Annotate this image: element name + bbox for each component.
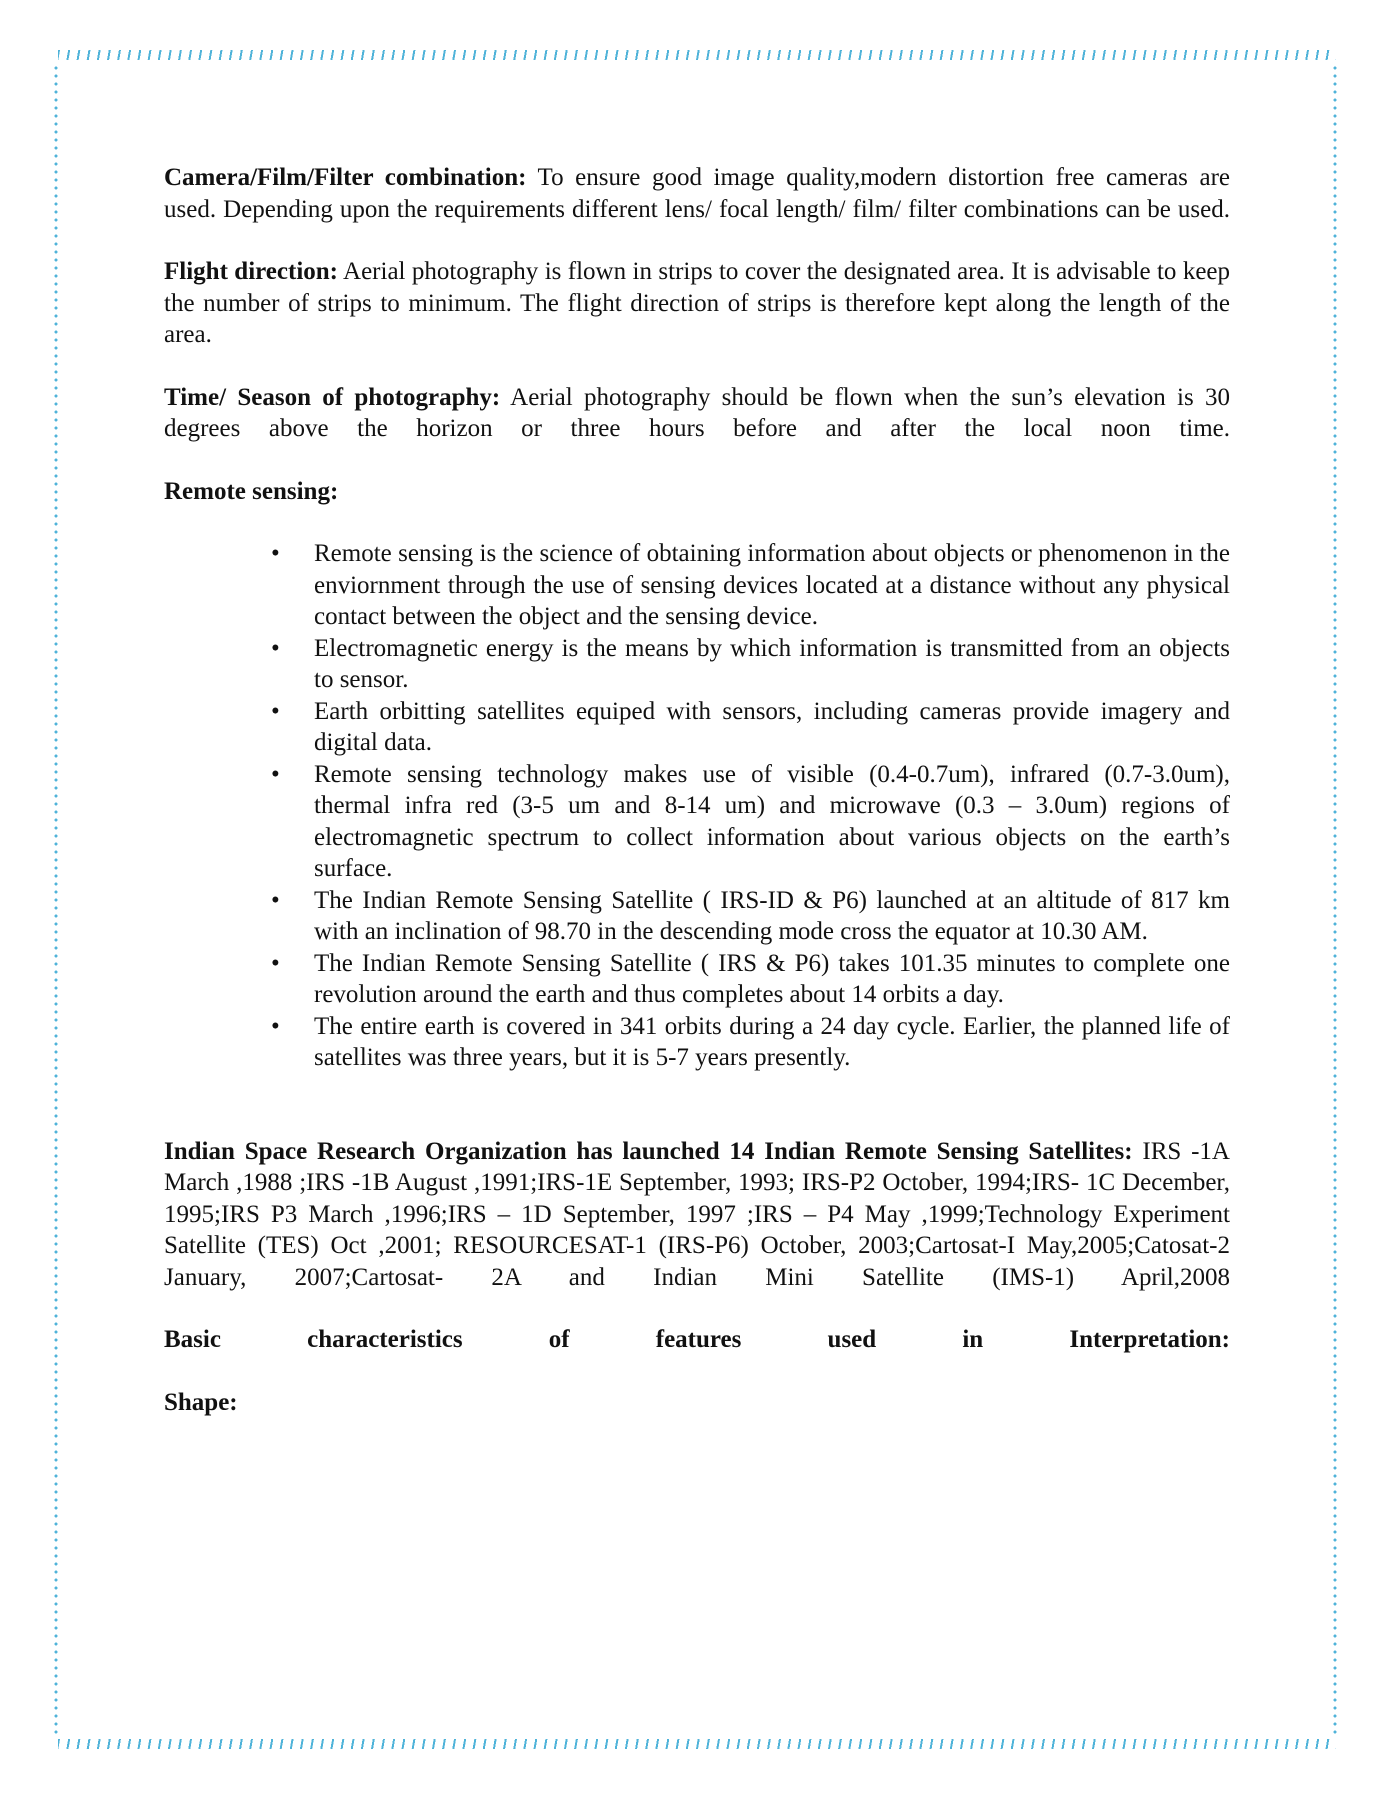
remote-sensing-heading: Remote sensing:: [164, 477, 339, 505]
basic-characteristics-heading: Basic characteristics of features used in Interpretation:: [164, 1326, 1230, 1353]
bullet-icon: •: [271, 760, 280, 788]
remote-sensing-heading-paragraph: [164, 476, 1230, 508]
flight-paragraph: [164, 256, 1230, 351]
bullet-icon: •: [271, 1012, 280, 1040]
isro-heading: Indian Space Research Organization has launched 14 Indian Remote Sensing Satellites:: [164, 1137, 1133, 1165]
remote-sensing-list: [164, 538, 1230, 1074]
flight-heading: Flight direction:: [164, 258, 338, 285]
bullet-icon: •: [271, 886, 280, 914]
time-heading: Time/ Season of photography:: [164, 383, 501, 411]
camera-text: To ensure good image quality,modern distortion free cameras are used. Depending upon the requirements different lens/ focal length/ film/ filter combinations can be used.: [164, 164, 1230, 223]
isro-paragraph: [164, 1136, 1230, 1294]
isro-text: IRS -1A March ,1988 ;IRS -1B August ,1991;IRS-1E September, 1993; IRS-P2 October, 1994;IRS- 1C December, 1995;IRS P3 March ,1996;IRS – 1D September, 1997 ;IRS – P4 May ,1999;Technology Experiment Satellite (TES) Oct ,2001; RESOURCESAT-1 (IRS-P6) October, 2003;Cartosat-I May,2005;Catosat-2 January, 2007;Cartosat- 2A and Indian Mini Satellite (IMS-1) April,2008: [164, 1137, 1230, 1291]
list-item: • The Indian Remote Sensing Satellite ( IRS-ID & P6) launched at an altitude of 817 km with an inclination of 98.70 in the descending mode cross the equator at 10.30 AM.: [271, 886, 1230, 945]
document-body: [164, 162, 1230, 1418]
list-item: • Electromagnetic energy is the means by which information is transmitted from an objects to sensor.: [271, 634, 1230, 693]
list-item: • The Indian Remote Sensing Satellite ( IRS & P6) takes 101.35 minutes to complete one revolution around the earth and thus completes about 14 orbits a day.: [271, 949, 1230, 1008]
shape-heading: Shape:: [164, 1388, 238, 1416]
list-item: • Earth orbitting satellites equiped with sensors, including cameras provide imagery and digital data.: [271, 697, 1230, 756]
shape-paragraph: [164, 1387, 1230, 1419]
list-item: • The entire earth is covered in 341 orbits during a 24 day cycle. Earlier, the planned life of satellites was three years, but it is 5-7 years presently.: [271, 1012, 1230, 1071]
list-item: • Remote sensing technology makes use of visible (0.4-0.7um), infrared (0.7-3.0um), thermal infra red (3-5 um and 8-14 um) and microwave (0.3 – 3.0um) regions of electromagnetic spectrum to collect information about various objects on the earth’s surface.: [271, 760, 1230, 882]
camera-heading: Camera/Film/Filter combination:: [164, 164, 527, 191]
bullet-icon: •: [271, 540, 280, 567]
time-text: Aerial photography should be flown when the sun’s elevation is 30 degrees above the horizon or three hours before and after the local noon time.: [164, 383, 1231, 442]
flight-text: Aerial photography is flown in strips to cover the designated area. It is advisable to keep the number of strips to minimum. The flight direction of strips is therefore kept along the length of the area.: [164, 258, 1231, 348]
page-border-top: [58, 50, 1336, 60]
page-border-right: [1333, 64, 1337, 1736]
bullet-icon: •: [271, 949, 280, 977]
bullet-icon: •: [271, 634, 280, 662]
time-paragraph: [164, 382, 1230, 445]
basic-characteristics-paragraph: [164, 1324, 1230, 1356]
page-border-left: [54, 64, 58, 1736]
bullet-icon: •: [271, 697, 280, 725]
camera-paragraph: [164, 162, 1230, 225]
page-border-bottom: [58, 1739, 1336, 1749]
list-item: • Remote sensing is the science of obtaining information about objects or phenomenon in the enviornment through the use of sensing devices located at a distance without any physical contact between the object and the sensing device.: [271, 540, 1230, 630]
